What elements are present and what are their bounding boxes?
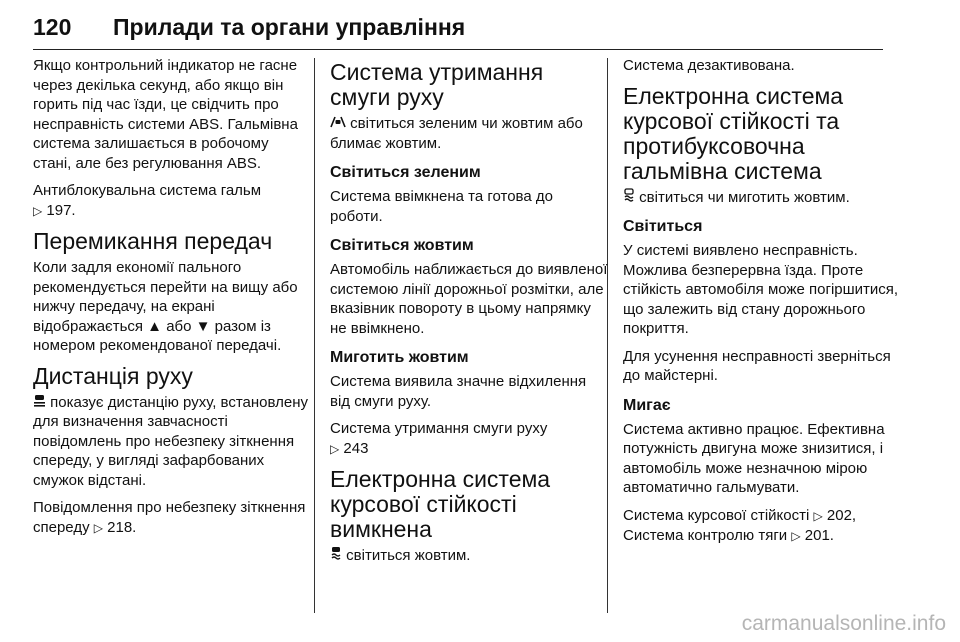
lane-keep-reference[interactable] [330, 419, 608, 459]
abs-reference-text: Антиблокувальна система гальм [33, 182, 262, 199]
esc-reference-text: Система курсової стійкості [623, 506, 810, 524]
lane-keep-reference-page: 243 [343, 439, 369, 457]
reference-arrow-icon: ▷ [813, 508, 823, 523]
heading-blink-yellow: Миготить жовтим [330, 349, 469, 366]
abs-paragraph: Якщо контрольний індикатор не гасне через декілька секунд, або якщо він горить під час їзди, це свідчить про несправність системи ABS. Гальмівна система залишається в робочому стані, але без регулювання ABS. [33, 57, 298, 172]
heading-distance: Дистанція руху [33, 362, 193, 389]
esc-off-icon [330, 546, 342, 566]
distance-paragraph [33, 393, 311, 491]
esc-off-paragraph [330, 546, 608, 566]
reference-arrow-icon: ▷ [330, 441, 340, 456]
gear-shift-paragraph: Коли задля економії пального рекомендується перейти на вищу або нижчу передачу, на екрані відображається ▲ або ▼ разом із номером рекомендованої передачі. [33, 259, 298, 354]
heading-blinks: Мигає [623, 396, 671, 414]
lit-yellow-paragraph: Автомобіль наближається до виявленої системою лінії дорожньої розмітки, але вказівник повороту в цьому напрямку не ввімкнено. [330, 261, 608, 337]
column-divider-1 [314, 58, 315, 613]
fcw-reference[interactable] [33, 498, 311, 538]
lane-keep-icon [330, 114, 346, 134]
deactivated-paragraph: Система дезактивована. [623, 57, 795, 74]
column-1 [33, 56, 311, 546]
blink-yellow-paragraph: Система виявила значне відхилення від смуги руху. [330, 373, 587, 410]
lane-keep-reference-text: Система утримання смуги руху [330, 420, 548, 437]
esc-paragraph [623, 188, 901, 208]
lane-keep-paragraph [330, 114, 608, 153]
tc-reference-text: Система контролю тяги [623, 527, 788, 544]
heading-lane-keep: Система утримання смуги руху [330, 59, 544, 110]
blinks-paragraph: Система активно працює. Ефективна потужність двигуна може знизитися, і автомобіль може незначною мірою автоматично гальмувати. [623, 420, 885, 496]
column-3 [623, 56, 901, 555]
esc-tc-references[interactable] [623, 506, 901, 547]
esc-off-text: світиться жовтим. [346, 547, 471, 564]
workshop-paragraph: Для усунення несправності зверніться до майстерні. [623, 347, 891, 384]
column-2 [330, 56, 608, 574]
esc-text: світиться чи миготить жовтим. [639, 188, 850, 206]
reference-arrow-icon: ▷ [791, 529, 801, 543]
page-title: Прилади та органи управління [113, 14, 466, 40]
reference-arrow-icon: ▷ [93, 520, 103, 535]
fcw-reference-page: 218. [107, 518, 137, 536]
page-number: 120 [33, 14, 72, 40]
heading-lit-yellow: Світиться жовтим [330, 237, 474, 254]
header-divider [33, 49, 883, 50]
abs-reference[interactable] [33, 181, 311, 221]
lit-green-paragraph: Система ввімкнена та готова до роботи. [330, 188, 553, 225]
page-header [33, 14, 883, 50]
watermark: carmanualsonline.info [741, 612, 946, 635]
heading-esc-off: Електронна система курсової стійкості вимкнена [330, 466, 551, 542]
heading-lit: Світиться [623, 218, 703, 235]
heading-lit-green: Світиться зеленим [330, 164, 481, 181]
vehicle-distance-icon [33, 393, 46, 413]
lit-paragraph: У системі виявлено несправність. Можлива безперервна їзда. Проте стійкість автомобіля може погіршитися, що залежить від стану дорожнього покриття. [623, 242, 899, 337]
distance-text: показує дистанцію руху, встановлену для визначення завчасності повідомлень про небезпеку зіткнення спереду, у вигляді зафарбованих смужок відстані. [33, 393, 309, 489]
lane-keep-text: світиться зеленим чи жовтим або блимає жовтим. [330, 115, 583, 152]
reference-arrow-icon: ▷ [33, 203, 43, 218]
tc-reference-page: 201. [804, 527, 834, 544]
heading-gear-shift: Перемикання передач [33, 228, 273, 254]
esc-reference-page: 202, [826, 506, 857, 524]
heading-esc: Електронна система курсової стійкості та протибуксовочна гальмівна система [623, 82, 844, 184]
fcw-reference-text: Повідомлення про небезпеку зіткнення спереду [33, 499, 306, 536]
esc-icon [623, 188, 635, 208]
abs-reference-page: 197. [46, 201, 76, 219]
